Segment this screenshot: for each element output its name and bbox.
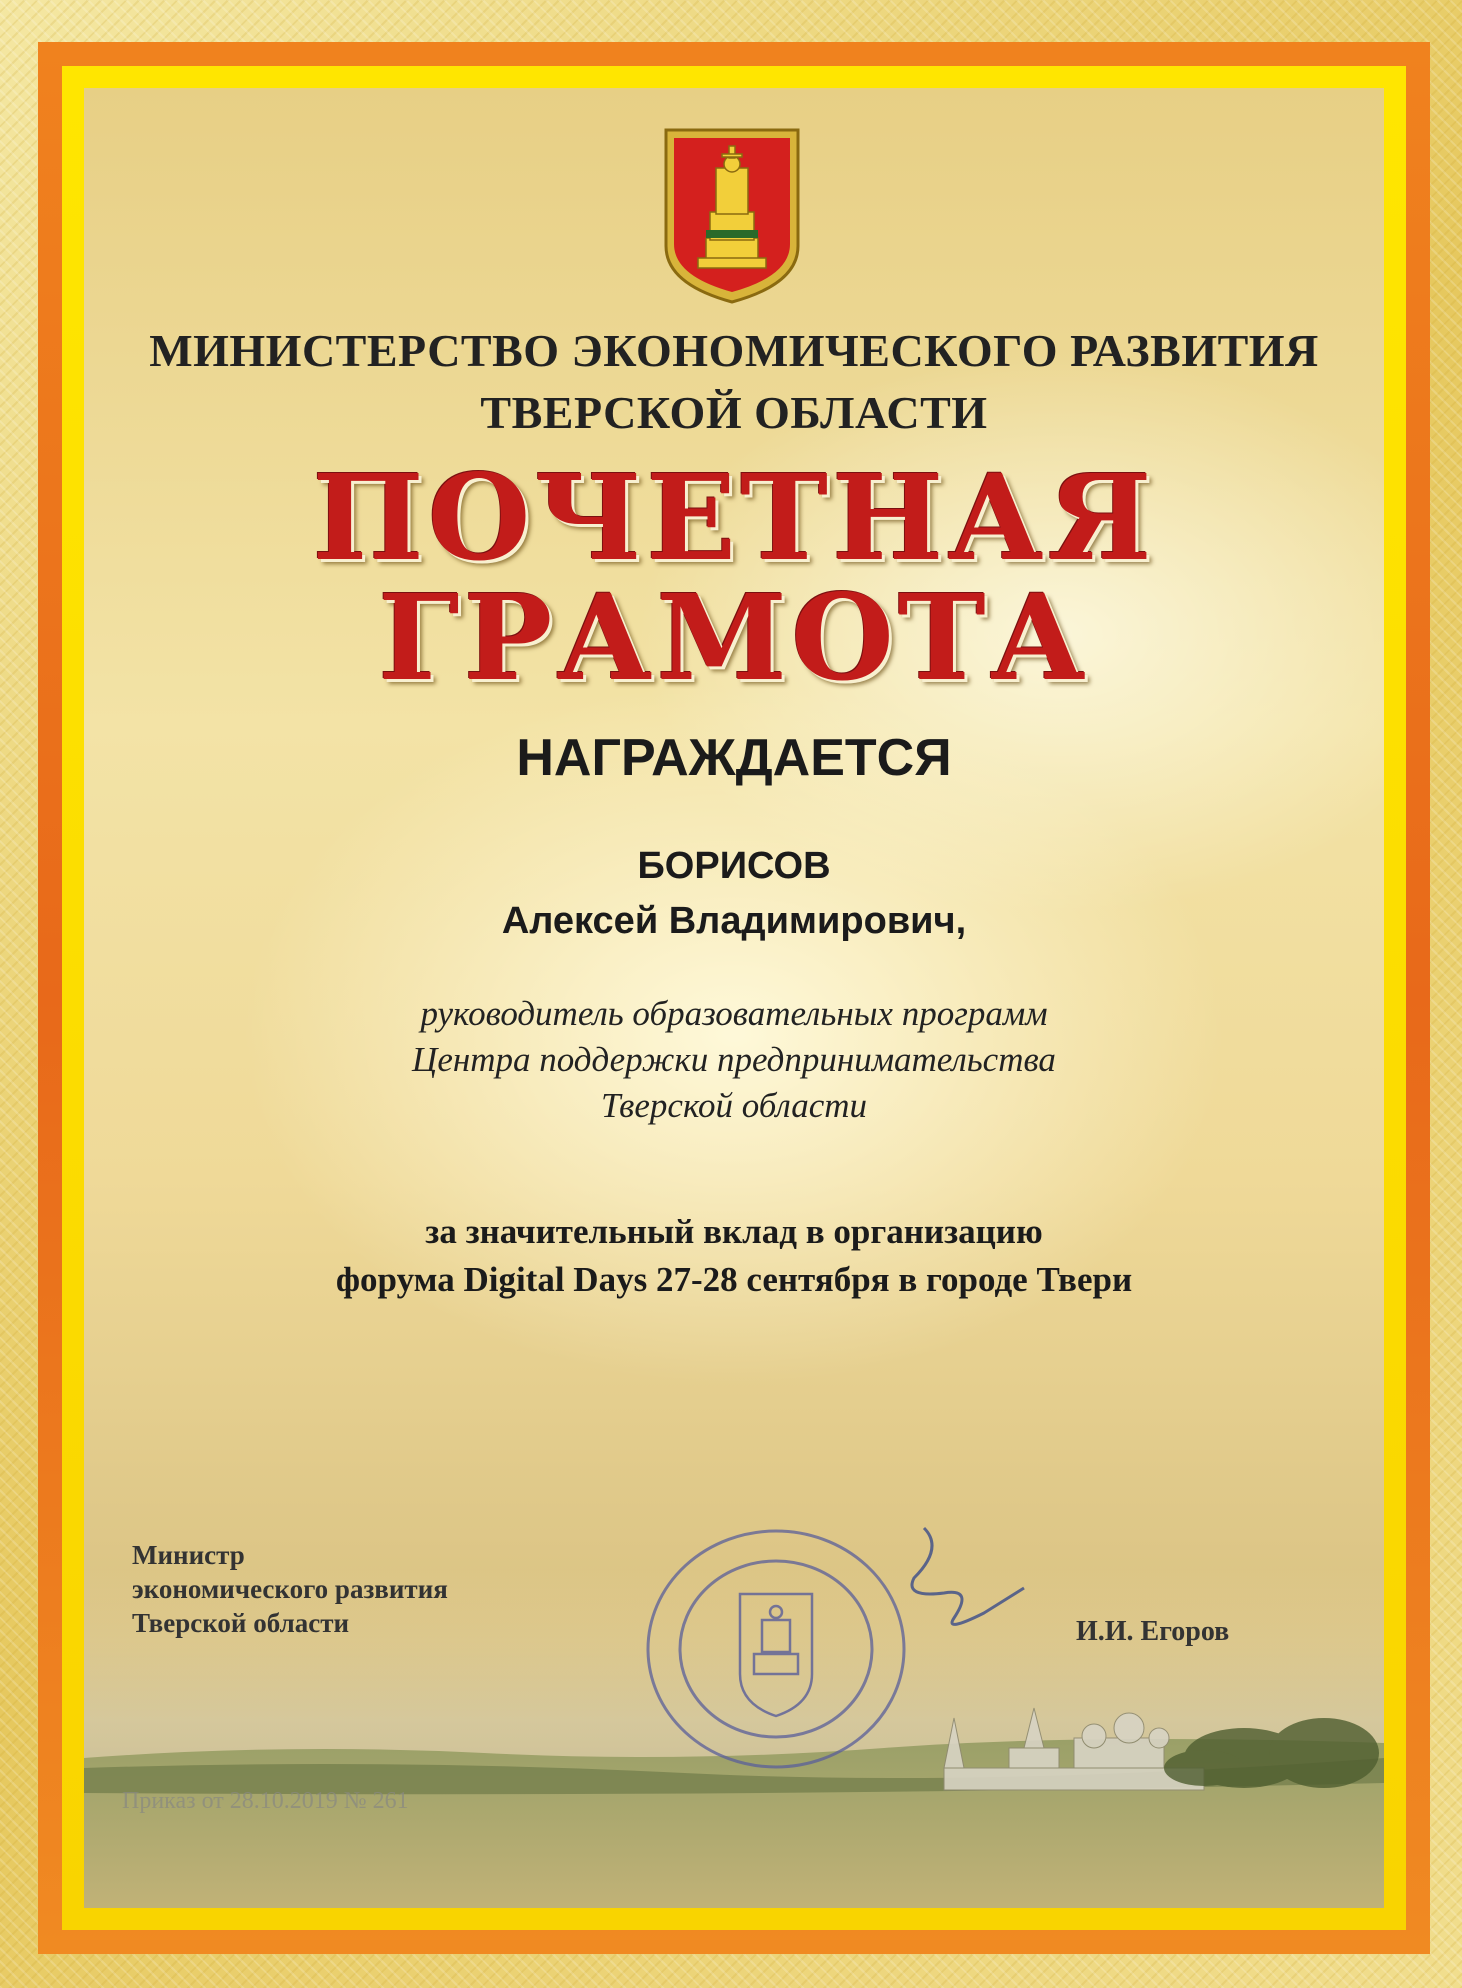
recipient-name: Алексей Владимирович, xyxy=(501,900,967,942)
award-title-line1: ПОЧЕТНАЯ xyxy=(312,448,1156,587)
official-stamp xyxy=(640,1524,912,1774)
award-title-line2: ГРАМОТА xyxy=(378,568,1090,707)
signatory-title xyxy=(132,1538,448,1640)
ministry-line1: МИНИСТЕРСТВО ЭКОНОМИЧЕСКОГО РАЗВИТИЯ xyxy=(149,325,1319,376)
order-reference: Приказ от 28.10.2019 № 261 xyxy=(122,1788,409,1814)
reason-line2: форума Digital Days 27-28 сентября в городе Твери xyxy=(335,1260,1133,1299)
reason-line1: за значительный вклад в организацию xyxy=(425,1212,1043,1251)
signatory-title-line2: экономического развития xyxy=(132,1574,448,1604)
stamp-coat-of-arms-icon xyxy=(740,1594,812,1716)
tver-coat-of-arms-icon xyxy=(662,126,802,304)
signatory-title-line3: Тверской области xyxy=(132,1608,350,1638)
certificate-body xyxy=(84,88,1384,1908)
recipient-surname: БОРИСОВ xyxy=(637,845,831,887)
ministry-name xyxy=(84,320,1384,444)
signatory-title-line1: Министр xyxy=(132,1540,245,1570)
ministry-line2: ТВЕРСКОЙ ОБЛАСТИ xyxy=(480,387,988,438)
position-line3: Тверской области xyxy=(600,1086,868,1125)
awarded-heading: НАГРАЖДАЕТСЯ xyxy=(516,729,952,787)
position-line1: руководитель образовательных программ xyxy=(420,994,1048,1033)
signatory-name: И.И. Егоров xyxy=(1076,1616,1230,1647)
position-line2: Центра поддержки предпринимательства xyxy=(412,1040,1056,1079)
signature xyxy=(884,1518,1034,1648)
